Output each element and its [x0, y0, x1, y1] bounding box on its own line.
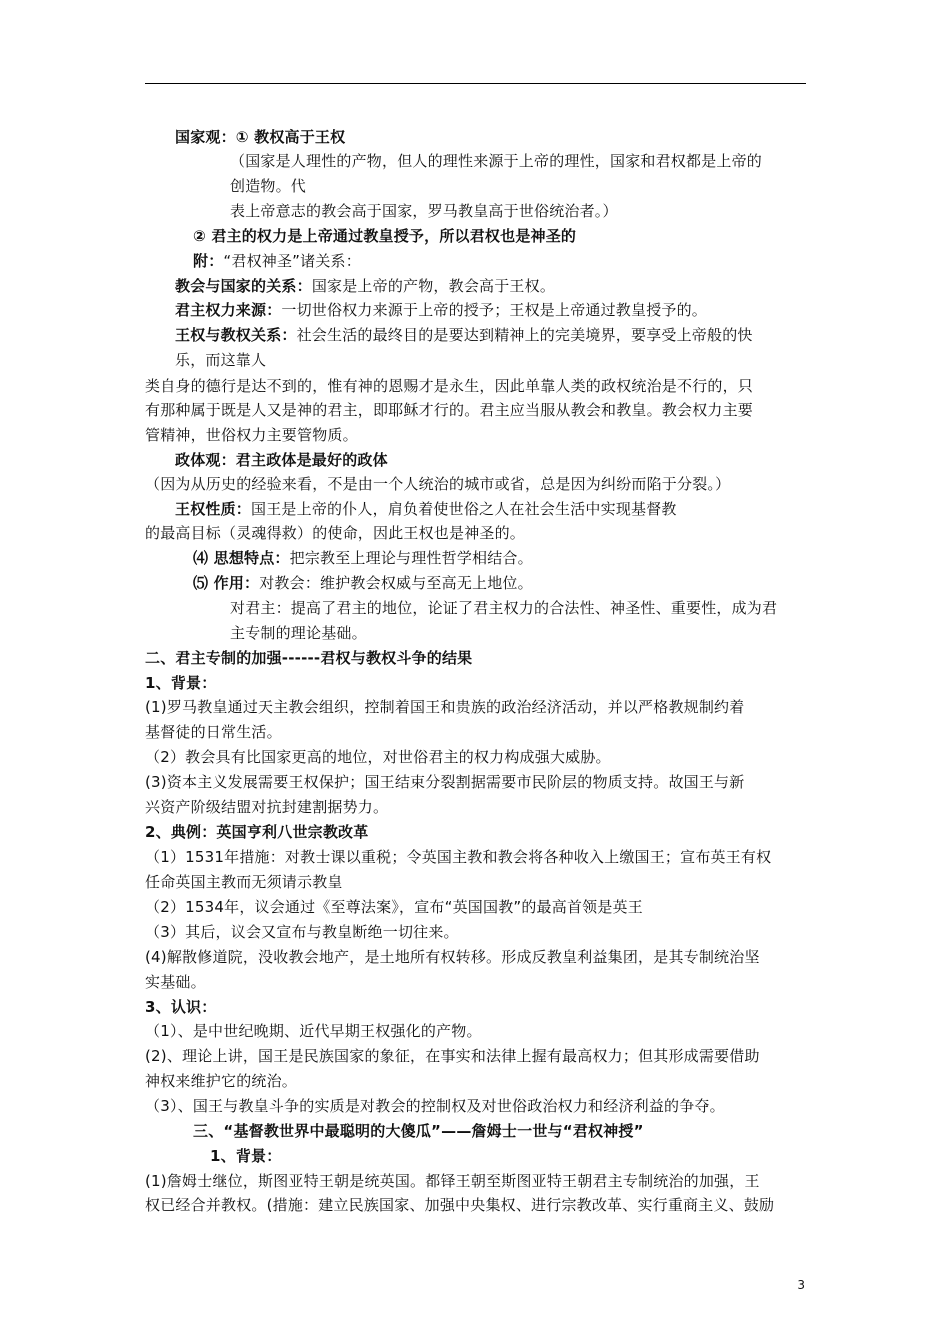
text-line — [145, 972, 206, 992]
bold-text: 教会与国家的关系： — [175, 277, 312, 295]
text-line — [210, 1146, 281, 1166]
text-line — [175, 325, 753, 345]
body-text: （3）其后，议会又宣布与教皇断绝一切往来。 — [145, 923, 459, 941]
text-line — [145, 400, 753, 420]
body-text: (1)罗马教皇通过天主教会组织，控制着国王和贵族的政治经济活动，并以严格教规制约着 — [145, 698, 745, 716]
text-line — [175, 350, 266, 370]
body-text: （因为从历史的经验来看，不是由一个人统治的城市或省，总是因为纠纷而陷于分裂。） — [145, 475, 731, 493]
text-line — [230, 151, 762, 171]
text-line — [145, 1195, 774, 1215]
bold-text: 附： — [193, 252, 224, 270]
text-line — [193, 573, 533, 593]
text-line — [145, 376, 753, 396]
bold-text: 3、认识： — [145, 998, 217, 1016]
body-text: “君权神圣”诸关系： — [223, 252, 361, 270]
text-line — [175, 127, 345, 147]
body-text: 权已经合并教权。(措施：建立民族国家、加强中央集权、进行宗教改革、实行重商主义、鼓励 — [145, 1196, 775, 1214]
text-line — [145, 1096, 725, 1116]
text-line — [145, 822, 368, 842]
bold-text: 政体观：君主政体是最好的政体 — [175, 451, 388, 469]
body-text: （2）1534年，议会通过《至尊法案》，宣布“英国国教”的最高首领是英王 — [145, 898, 643, 916]
body-text: 把宗教至上理论与理性哲学相结合。 — [289, 549, 533, 567]
body-text: （1）1531年措施：对教士课以重税；令英国主教和教会将各种收入上缴国王；宣布英王有权 — [145, 848, 772, 866]
body-text: 实基础。 — [145, 973, 206, 991]
body-text: 表上帝意志的教会高于国家，罗马教皇高于世俗统治者。） — [230, 202, 618, 220]
bold-text: 君主权力来源： — [175, 301, 282, 319]
text-line — [145, 747, 611, 767]
body-text: 基督徒的日常生活。 — [145, 723, 282, 741]
bold-text: ② 君主的权力是上帝通过教皇授予，所以君权也是神圣的 — [193, 227, 577, 245]
body-text: 一切世俗权力来源于上帝的授予；王权是上帝通过教皇授予的。 — [281, 301, 708, 319]
text-line — [175, 300, 707, 320]
text-line — [145, 997, 216, 1017]
body-text: 国家是上帝的产物，教会高于王权。 — [311, 277, 556, 295]
text-line — [145, 797, 388, 817]
body-text: 社会生活的最终目的是要达到精神上的完美境界，要享受上帝般的快 — [296, 326, 753, 344]
body-text: (1)詹姆士继位，斯图亚特王朝是统英国。都铎王朝至斯图亚特王朝君主专制统治的加强，王 — [145, 1172, 760, 1190]
body-text: (3)资本主义发展需要王权保护；国王结束分裂割据需要市民阶层的物质支持。故国王与新 — [145, 773, 745, 791]
text-line — [175, 450, 388, 470]
header-rule — [145, 83, 806, 84]
body-text: （3）、国王与教皇斗争的实质是对教会的控制权及对世俗政治权力和经济利益的争夺。 — [145, 1097, 725, 1115]
bold-text: 王权性质： — [175, 500, 252, 518]
text-line — [145, 847, 771, 867]
text-line — [145, 922, 459, 942]
text-line — [145, 872, 343, 892]
text-line — [145, 425, 358, 445]
body-text: (2)、理论上讲，国王是民族国家的象征，在事实和法律上握有最高权力；但其形成需要借助 — [145, 1047, 760, 1065]
body-text: 国王是上帝的仆人，肩负着使世俗之人在社会生活中实现基督教 — [251, 500, 677, 518]
text-line — [145, 1021, 482, 1041]
text-line — [193, 226, 576, 246]
bold-text: 1、背景： — [210, 1147, 282, 1165]
text-line — [193, 251, 361, 271]
body-text: 对教会：维护教会权威与至高无上地位。 — [259, 574, 533, 592]
body-text: （1）、是中世纪晚期、近代早期王权强化的产物。 — [145, 1022, 482, 1040]
body-text: 有那种属于既是人又是神的君主，即耶稣才行的。君主应当服从教会和教皇。教会权力主要 — [145, 401, 754, 419]
text-line — [145, 722, 282, 742]
text-line — [145, 523, 525, 543]
text-line — [145, 947, 760, 967]
text-line — [145, 1171, 760, 1191]
page-number: 3 — [797, 1278, 805, 1292]
body-text: 兴资产阶级结盟对抗封建割据势力。 — [145, 798, 389, 816]
text-line — [145, 1046, 760, 1066]
text-line — [145, 697, 744, 717]
bold-text: 1、背景： — [145, 674, 217, 692]
text-line — [145, 772, 744, 792]
text-line — [230, 201, 618, 221]
text-line — [175, 276, 555, 296]
body-text: 对君主：提高了君主的地位，论证了君主权力的合法性、神圣性、重要性，成为君 — [230, 599, 778, 617]
body-text: 管精神，世俗权力主要管物质。 — [145, 426, 358, 444]
text-line — [230, 623, 367, 643]
bold-text: 国家观：① 教权高于王权 — [175, 128, 346, 146]
body-text: 的最高目标（灵魂得救）的使命，因此王权也是神圣的。 — [145, 524, 526, 542]
text-line — [193, 548, 533, 568]
body-text: (4)解散修道院，没收教会地产，是土地所有权转移。形成反教皇利益集团，是其专制统治坚 — [145, 948, 760, 966]
text-line — [145, 1071, 297, 1091]
bold-text: 二、君主专制的加强------君权与教权斗争的结果 — [145, 649, 473, 667]
body-text: 创造物。代 — [230, 177, 307, 195]
body-text: 主专制的理论基础。 — [230, 624, 367, 642]
text-line — [145, 673, 216, 693]
text-line — [175, 499, 677, 519]
text-line — [145, 474, 730, 494]
text-line — [145, 897, 643, 917]
bold-text: 王权与教权关系： — [175, 326, 297, 344]
text-line — [193, 1121, 644, 1141]
text-line — [230, 598, 777, 618]
bold-text: 2、典例：英国亨利八世宗教改革 — [145, 823, 369, 841]
bold-text: ⑸ 作用： — [193, 574, 260, 592]
body-text: （国家是人理性的产物，但人的理性来源于上帝的理性，国家和君权都是上帝的 — [230, 152, 763, 170]
text-line — [145, 648, 472, 668]
body-text: 任命英国主教而无须请示教皇 — [145, 873, 343, 891]
body-text: 神权来维护它的统治。 — [145, 1072, 298, 1090]
bold-text: 三、“基督教世界中最聪明的大傻瓜”——詹姆士一世与“君权神授” — [193, 1122, 644, 1140]
bold-text: ⑷ 思想特点： — [193, 549, 290, 567]
text-line — [230, 176, 306, 196]
body-text: 类自身的德行是达不到的，惟有神的恩赐才是永生，因此单靠人类的政权统治是不行的，只 — [145, 377, 754, 395]
body-text: 乐，而这靠人 — [175, 351, 267, 369]
body-text: （2）教会具有比国家更高的地位，对世俗君主的权力构成强大威胁。 — [145, 748, 611, 766]
